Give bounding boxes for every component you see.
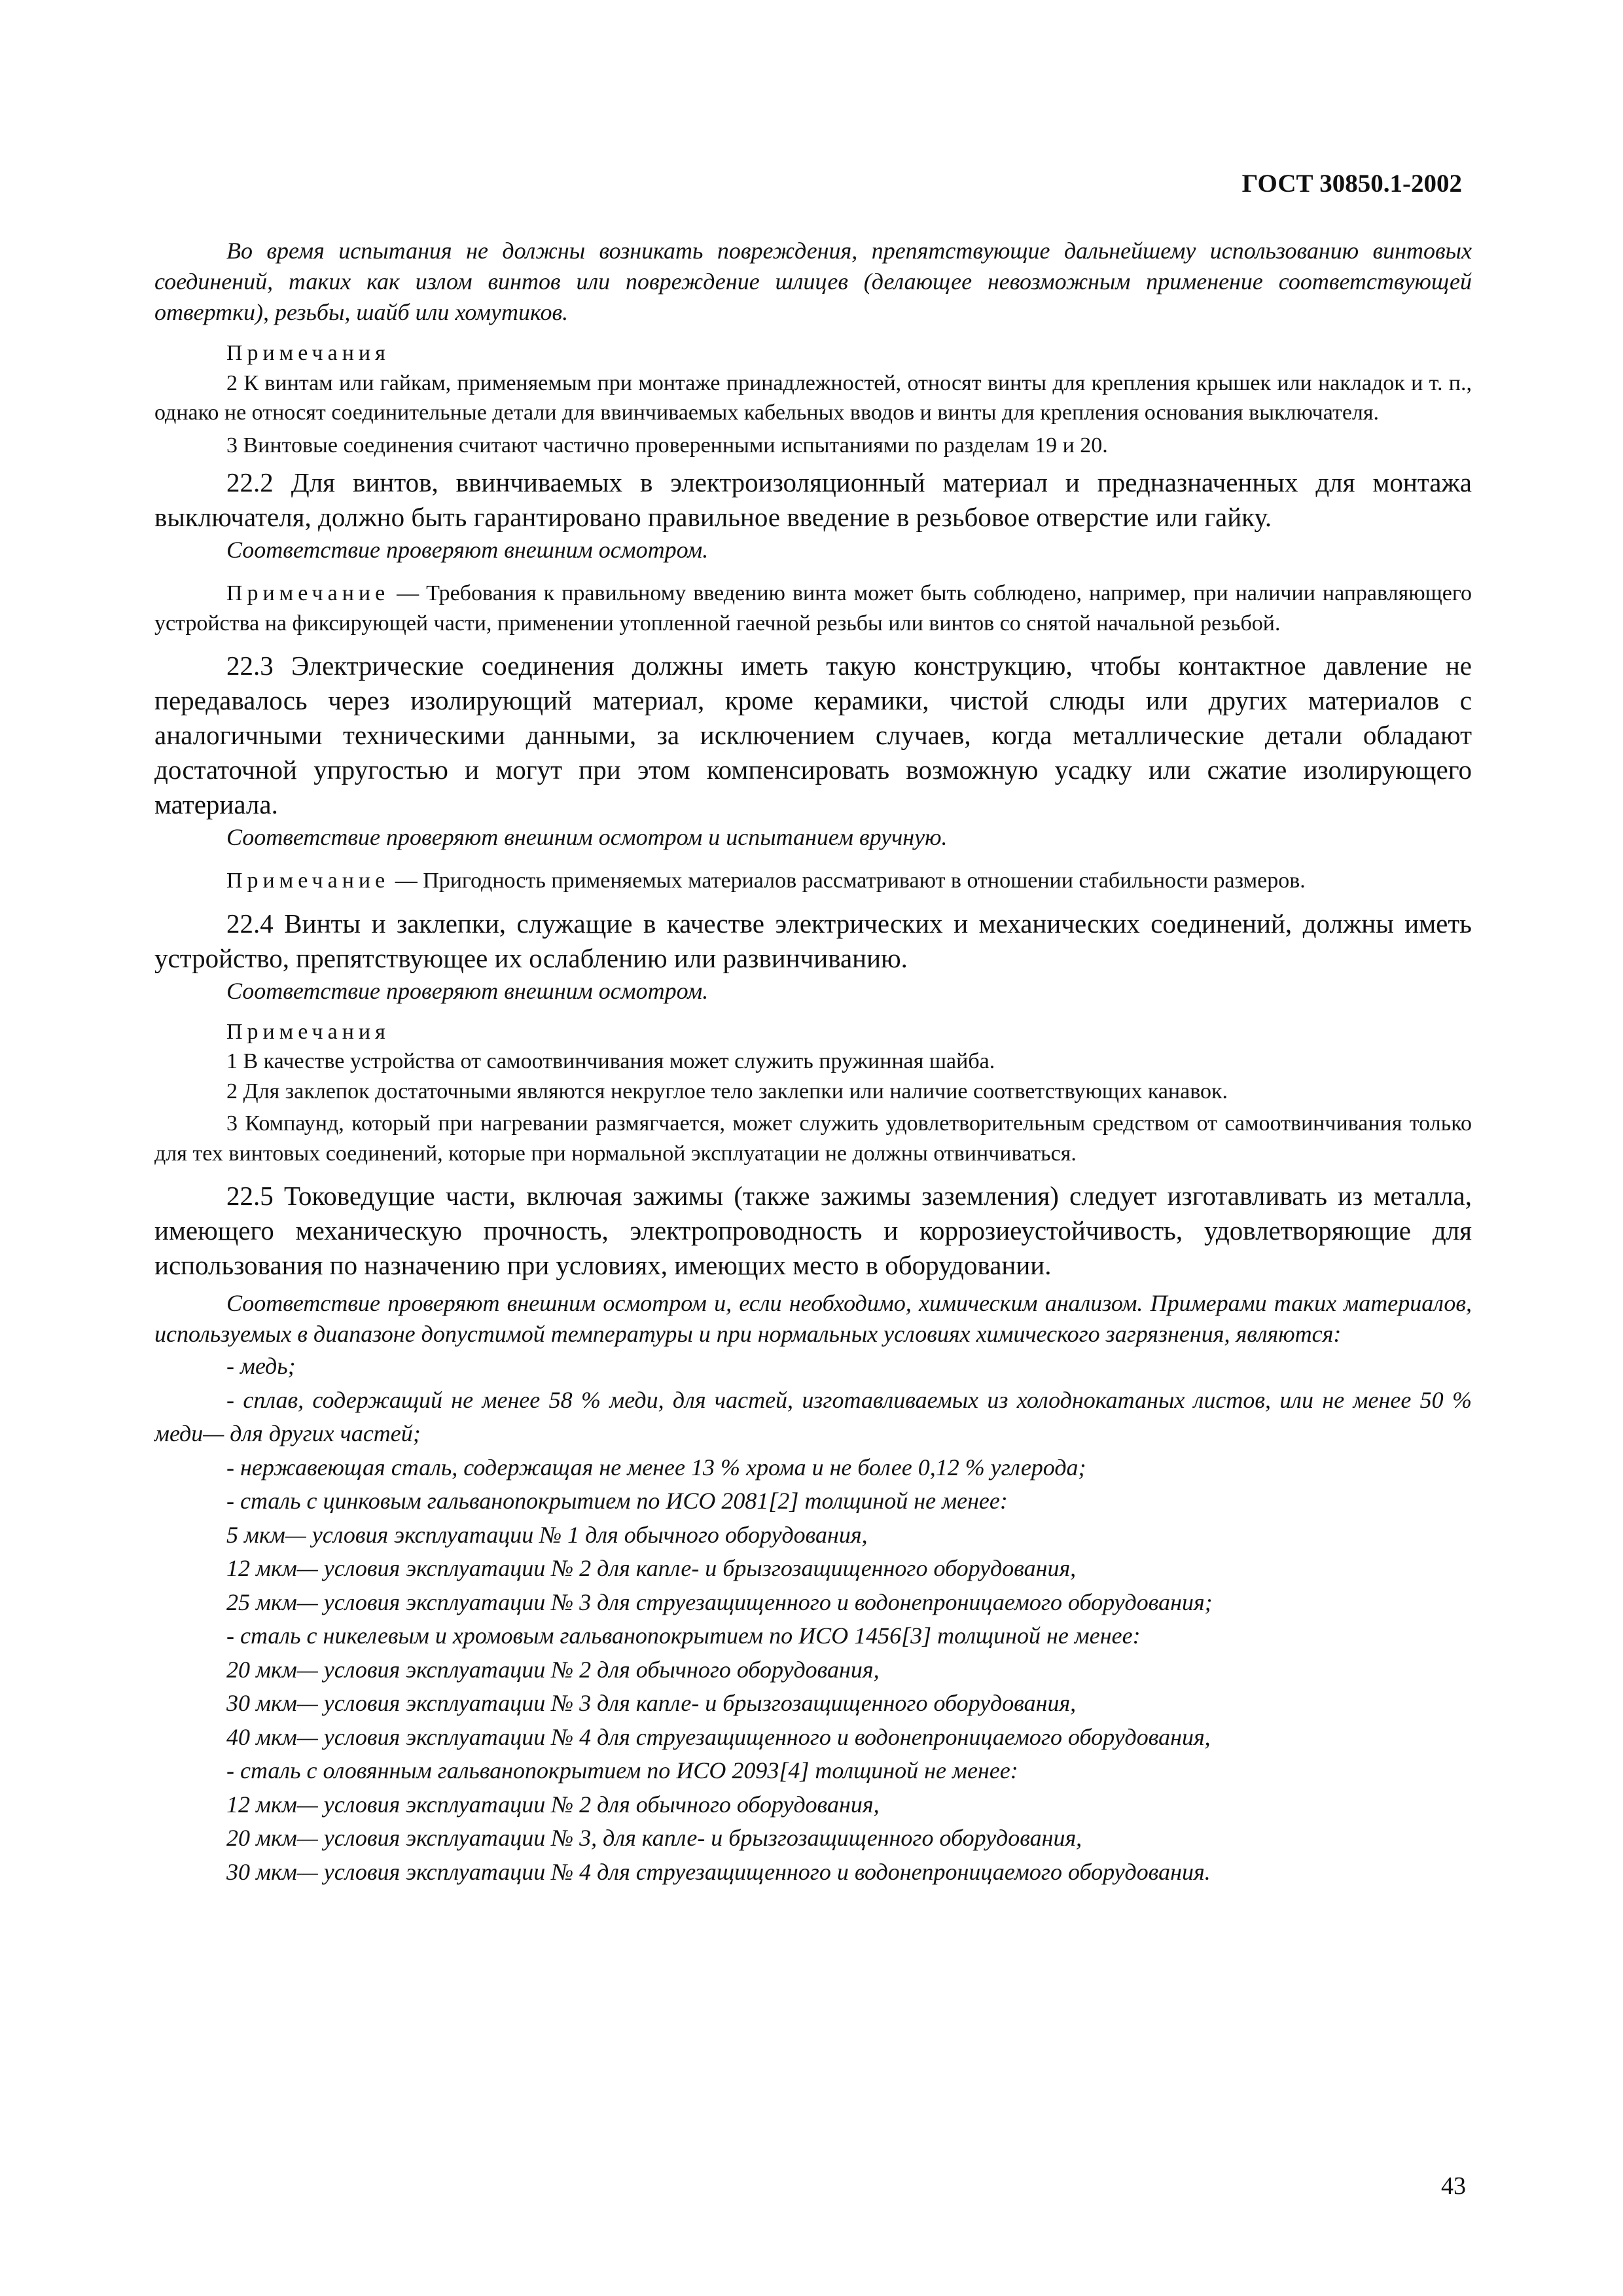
notes-title: Примечания bbox=[226, 1019, 390, 1044]
list-item: 30 мкм— условия эксплуатации № 4 для струезащищенного и водонепроницаемого оборудования. bbox=[226, 1858, 1211, 1885]
section-22-4-check: Соответствие проверяют внешним осмотром. bbox=[226, 977, 709, 1004]
note-2: 2 Для заклепок достаточными являются некруглое тело заклепки или наличие соответствующих канавок. bbox=[226, 1079, 1228, 1103]
section-22-2-note bbox=[154, 579, 1472, 638]
note-3: 3 Винтовые соединения считают частично проверенными испытаниями по разделам 19 и 20. bbox=[226, 433, 1108, 457]
section-22-3-note bbox=[154, 866, 1472, 896]
intro-paragraph: Во время испытания не должны возникать повреждения, препятствующие дальнейшему использованию винтовых соединений, таких как излом винтов или повреждение шлицев (делающее невозможным применение соответствующей отвертки), резьбы, шайб или хомутиков. bbox=[154, 238, 1472, 325]
document-body bbox=[154, 236, 1472, 1889]
document-header: ГОСТ 30850.1-2002 bbox=[1241, 170, 1462, 198]
list-item: 30 мкм— условия эксплуатации № 3 для капле- и брызгозащищенного оборудования, bbox=[226, 1690, 1077, 1716]
list-item: 12 мкм— условия эксплуатации № 2 для обычного оборудования, bbox=[226, 1791, 880, 1818]
note-label: Примечание bbox=[226, 581, 390, 605]
section-22-3: 22.3 Электрические соединения должны иметь такую конструкцию, чтобы контактное давление не передавалось через изолирующий материал, кроме керамики, чистой слюды или других материалов с аналогичными техническими данными, за исключением случаев, когда металлические детали обладают достаточной упругостью и могут при этом компенсировать возможную усадку или сжатие изолирующего материала. bbox=[154, 651, 1472, 819]
list-item: 20 мкм— условия эксплуатации № 2 для обычного оборудования, bbox=[226, 1656, 880, 1683]
note-1: 1 В качестве устройства от самоотвинчивания может служить пружинная шайба. bbox=[226, 1049, 995, 1073]
note-text: — Пригодность применяемых материалов рассматривают в отношении стабильности размеров. bbox=[389, 869, 1306, 893]
notes-title: Примечания bbox=[226, 341, 390, 365]
list-item: - сталь с оловянным гальванопокрытием по ИСО 2093[4] толщиной не менее: bbox=[226, 1757, 1018, 1784]
list-item: - сталь с цинковым гальванопокрытием по ИСО 2081[2] толщиной не менее: bbox=[226, 1488, 1008, 1514]
list-item: 40 мкм— условия эксплуатации № 4 для струезащищенного и водонепроницаемого оборудования, bbox=[226, 1723, 1211, 1750]
list-item: 25 мкм— условия эксплуатации № 3 для струезащищенного и водонепроницаемого оборудования; bbox=[226, 1588, 1213, 1615]
section-22-2-check: Соответствие проверяют внешним осмотром. bbox=[226, 537, 709, 563]
note-label: Примечание bbox=[226, 869, 390, 893]
list-item: 12 мкм— условия эксплуатации № 2 для капле- и брызгозащищенного оборудования, bbox=[226, 1555, 1077, 1581]
section-22-5-check: Соответствие проверяют внешним осмотром и, если необходимо, химическим анализом. Примерами таких материалов, используемых в диапазоне допустимой температуры и при нормальных условиях химического загрязнения, являются: bbox=[154, 1290, 1472, 1347]
list-item: - сплав, содержащий не менее 58 % меди, для частей, изготавливаемых из холоднокатаных листов, или не менее 50 % меди— для других частей; bbox=[154, 1386, 1472, 1446]
note-text: — Требования к правильному введению винта может быть соблюдено, например, при наличии направляющего устройства на фиксирующей части, применении утопленной гаечной резьбы или винтов со снятой начальной резьбой. bbox=[154, 581, 1472, 636]
page-number: 43 bbox=[1441, 2172, 1466, 2200]
list-item: - сталь с никелевым и хромовым гальванопокрытием по ИСО 1456[3] толщиной не менее: bbox=[226, 1623, 1141, 1649]
materials-list bbox=[154, 1350, 1472, 1889]
list-item: 20 мкм— условия эксплуатации № 3, для капле- и брызгозащищенного оборудования, bbox=[226, 1825, 1082, 1851]
list-item: - медь; bbox=[226, 1353, 296, 1379]
note-3: 3 Компаунд, который при нагревании размягчается, может служить удовлетворительным средством от самоотвинчивания только для тех винтовых соединений, которые при нормальной эксплуатации не должны отвинчиваться. bbox=[154, 1111, 1472, 1166]
section-22-2: 22.2 Для винтов, ввинчиваемых в электроизоляционный материал и предназначенных для монтажа выключателя, должно быть гарантировано правильное введение в резьбовое отверстие или гайку. bbox=[154, 467, 1472, 532]
section-22-4: 22.4 Винты и заклепки, служащие в качестве электрических и механических соединений, должны иметь устройство, препятствующее их ослаблению или развинчиванию. bbox=[154, 908, 1472, 973]
list-item: - нержавеющая сталь, содержащая не менее 13 % хрома и не более 0,12 % углерода; bbox=[226, 1454, 1086, 1480]
section-22-5: 22.5 Токоведущие части, включая зажимы (также зажимы заземления) следует изготавливать из металла, имеющего механическую прочность, электропроводность и коррозиеустойчивость, удовлетворяющие для использования по назначению при условиях, имеющих место в оборудовании. bbox=[154, 1181, 1472, 1280]
section-22-3-check: Соответствие проверяют внешним осмотром и испытанием вручную. bbox=[226, 824, 948, 850]
list-item: 5 мкм— условия эксплуатации № 1 для обычного оборудования, bbox=[226, 1521, 868, 1548]
note-2: 2 К винтам или гайкам, применяемым при монтаже принадлежностей, относят винты для крепления крышек или накладок и т. п., однако не относят соединительные детали для ввинчиваемых кабельных вводов и винты для крепления основания выключателя. bbox=[154, 370, 1472, 425]
